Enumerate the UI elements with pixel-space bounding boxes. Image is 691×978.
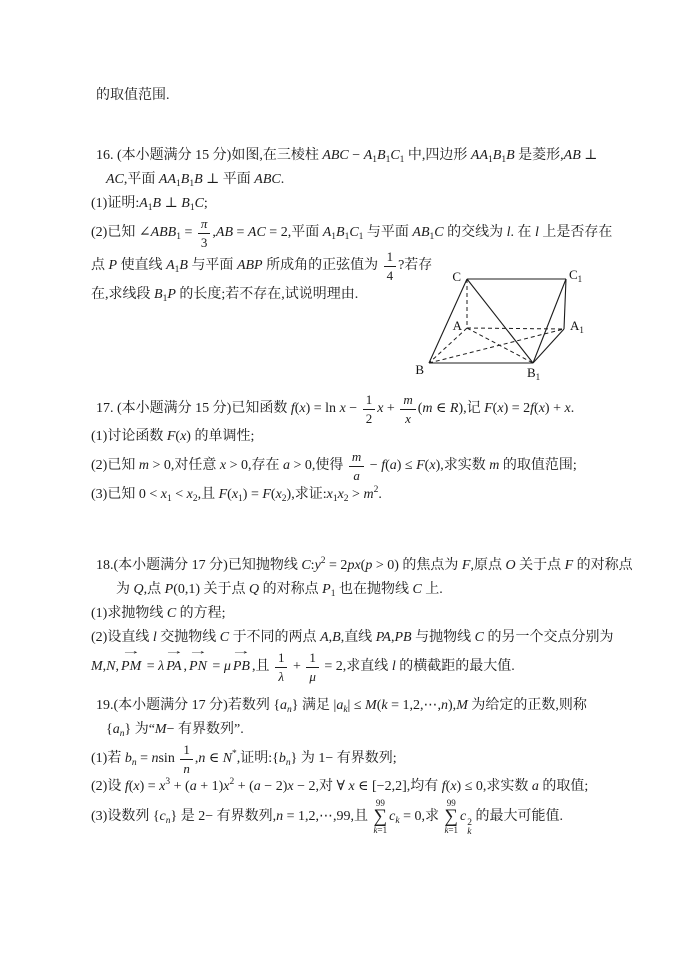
text-line: (2)设直线 l 交抛物线 C 于不同的两点 A,B,直线 PA,PB 与抛物线 C 的另一个交点分别为: [91, 630, 614, 645]
text-line: (1)求抛物线 C 的方程;: [91, 606, 226, 621]
text-line: AC,平面 $AA_1B_1B$ ⊥ 平面 ABC.: [106, 172, 285, 189]
figure-edge: [467, 279, 533, 363]
question-17: [0, 392, 691, 507]
text-line: 17. (本小题满分 15 分)已知函数 f(x) = ln x − $\frac{1}{2}$ x + $\frac{m}{x}$ (m ∈ R),记 F(x) = 2f(x) + x.: [96, 392, 575, 426]
text-line: (1)证明$:A_1B$ ⊥ $B_1C$;: [91, 196, 208, 213]
figure-vertex-label: $B_1$: [527, 365, 541, 382]
figure-edge: [533, 279, 566, 363]
text-line: 18.(本小题满分 17 分)已知抛物线 $C:y^2 = 2px(p > 0)$ 的焦点为 F,原点 O 关于点 F 的对称点: [96, 556, 633, 573]
text-line: (1)讨论函数 F(x) 的单调性;: [91, 429, 255, 445]
question-18: [0, 554, 691, 683]
text-line: 为 Q,点 P(0,1) 关于点 Q 的对称点 $P_1$ 也在抛物线 C 上.: [116, 582, 443, 599]
figure-edge: [429, 329, 564, 363]
figure-edge: [564, 279, 566, 329]
figure-vertex-label: A: [452, 318, 462, 333]
text-line: 16. (本小题满分 15 分)如图,在三棱柱 ABC − $A_1B_1C_1$ 中,四边形 $AA_1B_1B$ 是菱形,AB ⊥: [96, 148, 598, 165]
question-19: [0, 694, 691, 838]
figure-edge: [533, 329, 564, 363]
text-line: (3)设数列 $\{c_n\}$ 是 2− 有界数列,n = 1,2,⋯,99,且 99 ∑ k=1 $c_k = 0$,求 99 ∑ k=1 c 2 k 的最大可能值.: [91, 798, 564, 838]
text-line: (3)已知 $0 < x_1 < x_2$,且 $F(x_1) = F(x_2)$,求证$:x_1x_2 > m^2$.: [91, 484, 382, 504]
figure-vertex-label: C: [452, 269, 461, 284]
text-line: $\{a_n\}$ 为“M− 有界数列”.: [106, 722, 244, 739]
text-line: 在,求线段 $B_1P$ 的长度;若不存在,试说明理由.: [91, 286, 359, 304]
figure-edge: [467, 328, 564, 329]
text-line: 点 P 使直线 $A_1B$ 与平面 ABP 所成角的正弦值为 $\frac{1}{4}$ ?若存: [91, 249, 433, 283]
text-line: M,N, → PM = λ → PA , → PN = μ → PB ,且 $\frac{1}{\lambda}$ + $\frac{1}{\mu}$ = 2,求直线 l 的横截距的最大值.: [0, 650, 691, 683]
text-line: 19.(本小题满分 17 分)若数列 $\{a_n\}$ 满足 $|a_k| \le M(k$ = 1,2,⋯,n),M 为给定的正数,则称: [96, 698, 587, 715]
figure-vertex-label: B: [415, 362, 424, 377]
question-intro-fragment: [0, 84, 691, 108]
text-line: (2)已知 $\angle ABB_1$ = $\frac{\pi}{3}$ ,AB = AC = 2,平面 $A_1B_1C_1$ 与平面 $AB_1C$ 的交线为 l. 在 l 上是否存在: [91, 216, 613, 250]
prism-figure: [405, 258, 605, 386]
figure-vertex-label: $A_1$: [570, 318, 584, 335]
text-line: (2)已知 m > 0,对任意 x > 0,存在 a > 0,使得 $\frac{m}{a}$ − f(a) ≤ F(x),求实数 m 的取值范围;: [91, 449, 577, 483]
text-line: (2)设 $f(x) = x^3 + (a + 1)x^2 + (a - 2)x - 2$,对 ∀ x ∈ [−2,2],均有 f(x) ≤ 0,求实数 a 的取值;: [91, 777, 589, 795]
figure-vertex-label: $C_1$: [569, 267, 583, 284]
text-line: (1)若 $b_n = nsin$ $\frac{1}{n}$ ,n ∈ N*,证明$:\{b_n\}$ 为 1− 有界数列;: [91, 742, 397, 776]
figure-edge: [429, 328, 467, 363]
prism-figure-svg: [405, 258, 605, 386]
text-line: 的取值范围.: [96, 88, 170, 103]
